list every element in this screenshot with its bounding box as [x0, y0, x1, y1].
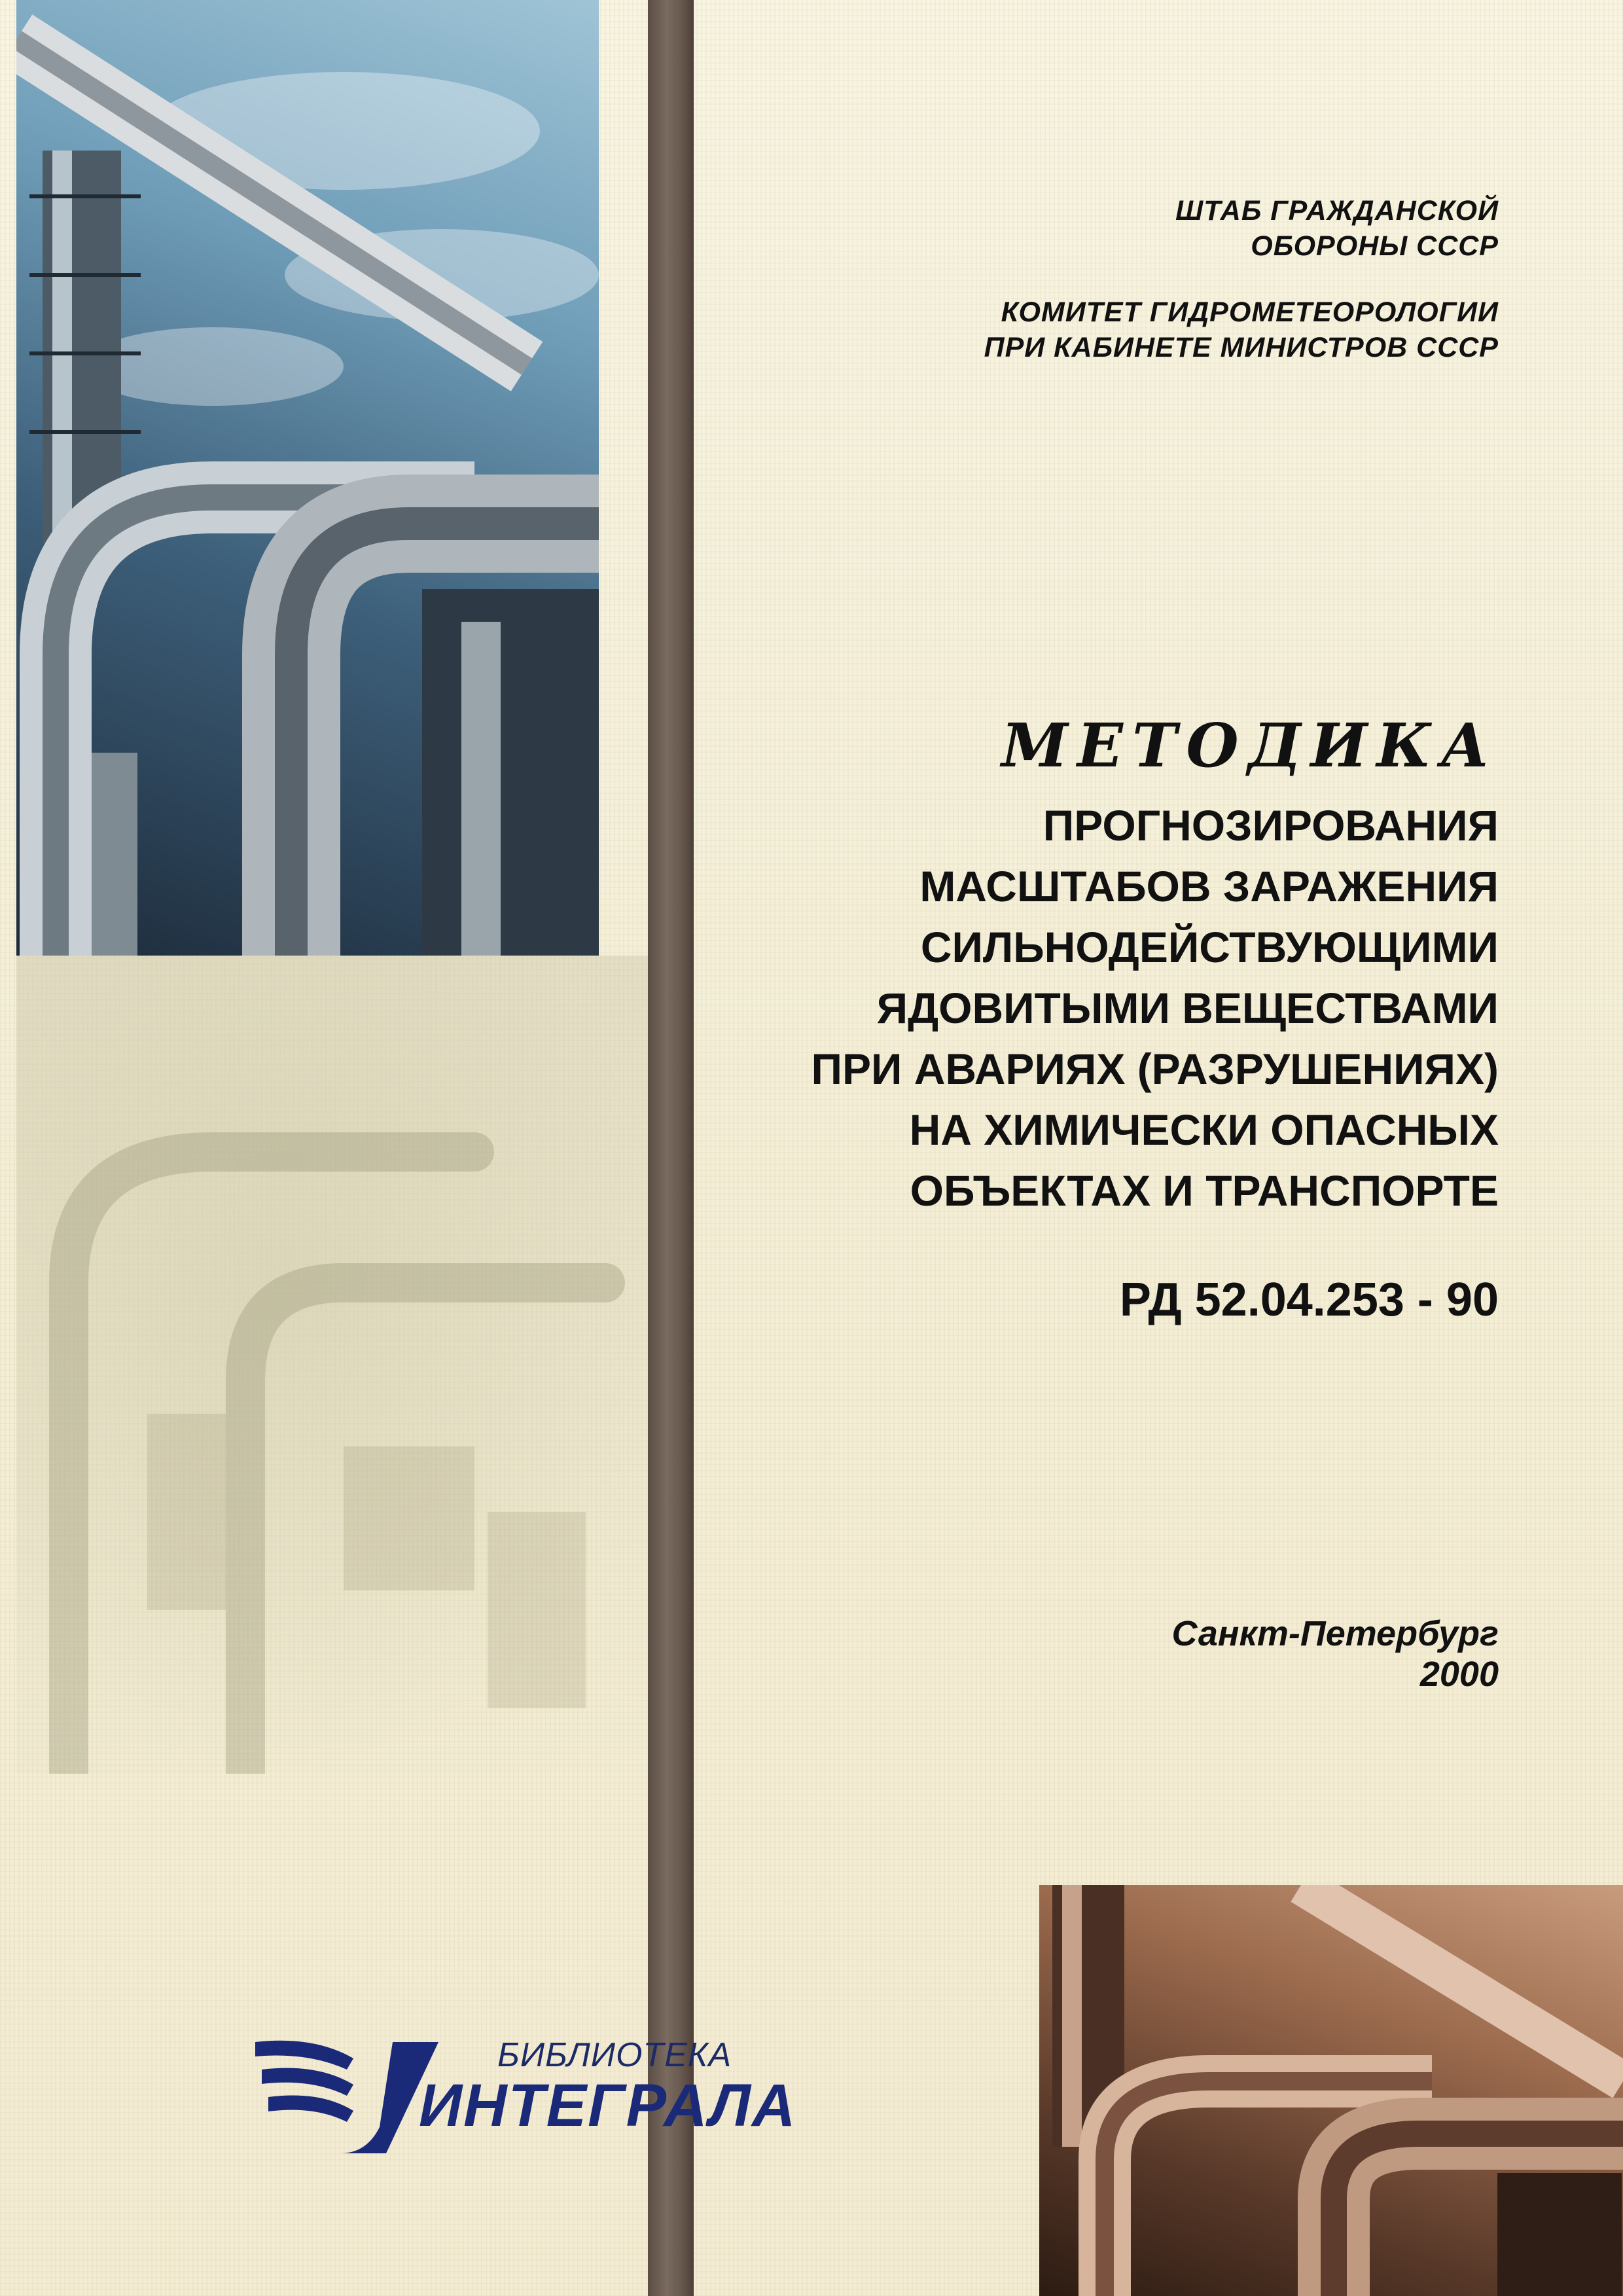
organization-1	[1175, 193, 1499, 264]
subtitle-line: СИЛЬНОДЕЙСТВУЮЩИМИ	[920, 923, 1499, 971]
org1-line-2: ОБОРОНЫ СССР	[1251, 230, 1499, 262]
document-title: МЕТОДИКА	[1001, 710, 1499, 781]
logo-line-1: БИБЛИОТЕКА	[497, 2036, 732, 2074]
library-logo	[255, 2029, 797, 2160]
org2-line-2: ПРИ КАБИНЕТЕ МИНИСТРОВ СССР	[984, 332, 1499, 363]
subtitle-line: ЯДОВИТЫМИ ВЕЩЕСТВАМИ	[876, 984, 1499, 1032]
publication-info	[1172, 1613, 1499, 1695]
publication-city: Санкт-Петербург	[1171, 1614, 1499, 1653]
document-subtitle	[812, 795, 1499, 1221]
subtitle-line: МАСШТАБОВ ЗАРАЖЕНИЯ	[919, 862, 1499, 910]
publication-year: 2000	[1419, 1655, 1499, 1694]
organization-2	[984, 295, 1499, 365]
subtitle-line: ПРИ АВАРИЯХ (РАЗРУШЕНИЯХ)	[811, 1045, 1499, 1093]
industrial-photo-bottom	[1039, 1885, 1623, 2296]
org2-line-1: КОМИТЕТ ГИДРОМЕТЕОРОЛОГИИ	[1001, 296, 1499, 328]
subtitle-line: НА ХИМИЧЕСКИ ОПАСНЫХ	[909, 1105, 1499, 1154]
vertical-stripe	[648, 0, 694, 2296]
industrial-photo-top	[16, 0, 599, 956]
logo-line-2: ИНТЕГРАЛА	[419, 2072, 797, 2139]
faded-industrial-background	[16, 956, 671, 1774]
subtitle-line: ПРОГНОЗИРОВАНИЯ	[1043, 801, 1499, 850]
subtitle-line: ОБЪЕКТАХ И ТРАНСПОРТЕ	[910, 1166, 1499, 1215]
document-code: РД 52.04.253 - 90	[1119, 1274, 1499, 1326]
org1-line-1: ШТАБ ГРАЖДАНСКОЙ	[1175, 195, 1499, 226]
